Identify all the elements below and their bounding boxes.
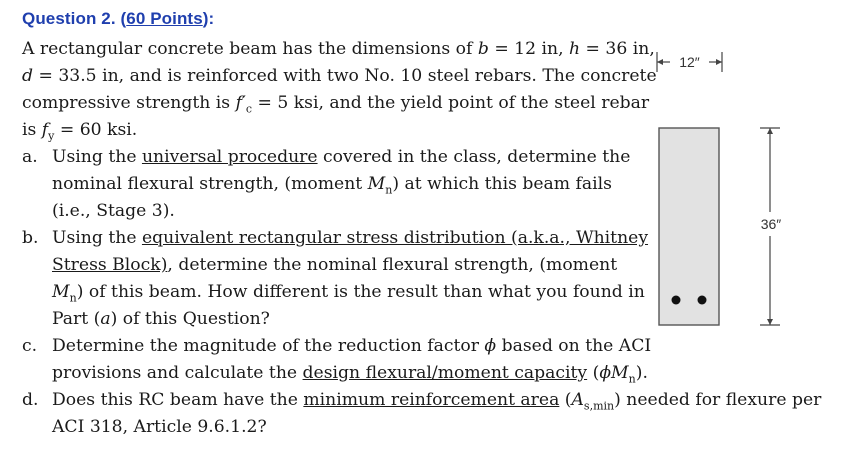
intro-line-4: is $f_y = 60$ ksi. <box>22 120 138 143</box>
part-c-marker: c. <box>22 336 38 356</box>
rebar-left <box>672 296 681 305</box>
beam-cross-section-diagram <box>640 40 790 340</box>
question-heading: Question 2. (60 Points): <box>22 9 215 28</box>
part-b-marker: b. <box>22 228 39 248</box>
rebar-right <box>698 296 707 305</box>
intro-line-3: compressive strength is $f'_c = 5$ ksi, and the yield point of the steel rebar <box>22 93 650 116</box>
part-d-marker: d. <box>22 390 39 410</box>
height-arrow-bottom <box>767 319 773 325</box>
problem-statement <box>22 36 657 144</box>
beam-rectangle <box>659 128 719 325</box>
height-arrow-top <box>767 128 773 134</box>
width-arrow-left <box>657 59 663 65</box>
intro-line-1: A rectangular concrete beam has the dimensions of b = 12 in, h = 36 in, <box>22 39 655 59</box>
points-label: 60 Points <box>126 9 203 28</box>
intro-line-2: d = 33.5 in, and is reinforced with two No. 10 steel rebars. The concrete <box>22 66 657 86</box>
part-a-marker: a. <box>22 147 38 167</box>
width-arrow-right <box>716 59 722 65</box>
height-label: 36″ <box>760 216 782 232</box>
width-label: 12″ <box>679 54 700 70</box>
